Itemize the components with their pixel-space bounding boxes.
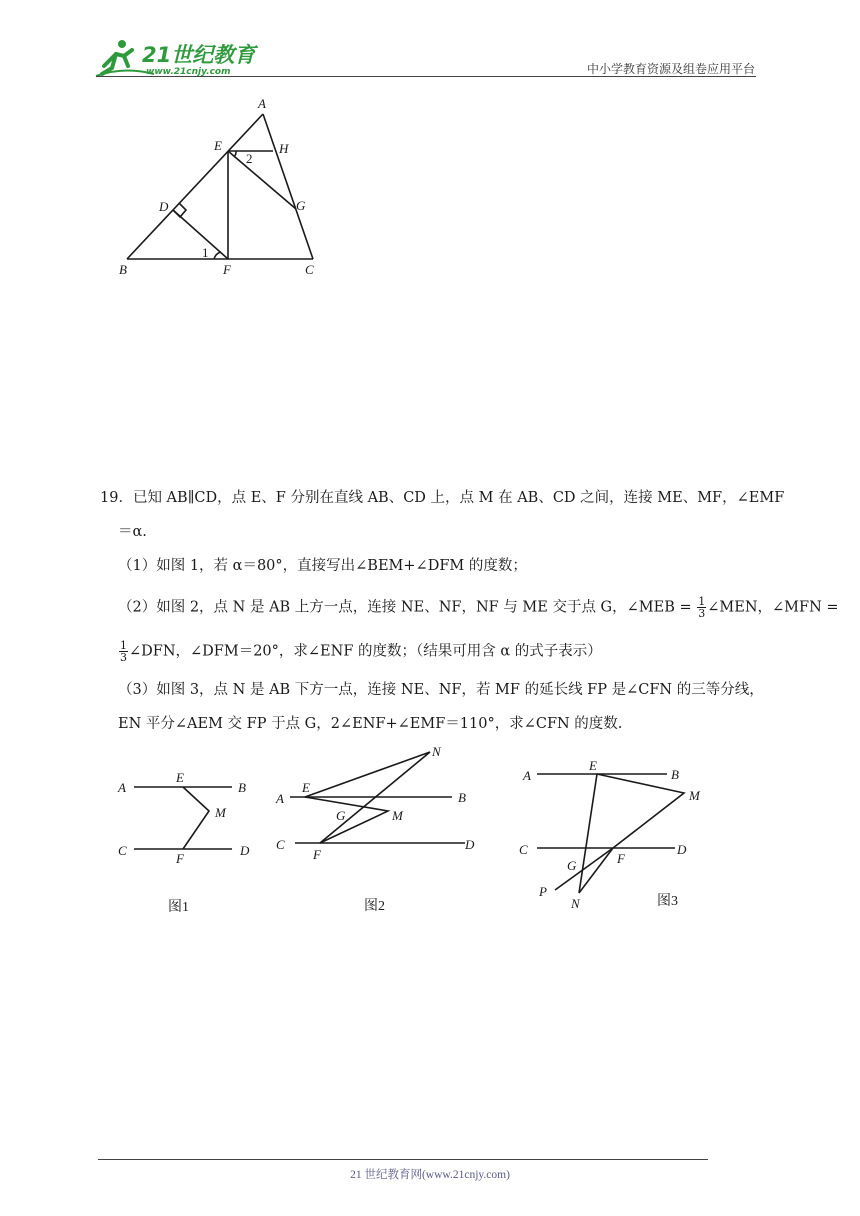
figure-3 bbox=[515, 755, 715, 915]
fraction bbox=[119, 640, 128, 663]
point-label: B bbox=[119, 262, 127, 277]
figure-caption: 图2 bbox=[364, 899, 385, 914]
point-label: D bbox=[677, 842, 687, 857]
point-label: E bbox=[214, 138, 222, 153]
point-label: D bbox=[240, 843, 250, 858]
logo-url: www.21cnjy.com bbox=[146, 67, 231, 77]
point-label: A bbox=[523, 768, 531, 783]
fraction-denominator: 3 bbox=[120, 651, 127, 664]
angle-label: 1 bbox=[202, 245, 209, 260]
point-label: E bbox=[302, 780, 310, 795]
point-label: M bbox=[215, 805, 226, 820]
point-label: B bbox=[671, 767, 679, 782]
question-part-3-line-1: （3）如图 3，点 N 是 AB 下方一点，连接 NE、NF，若 MF 的延长线 FP 是∠CFN 的三等分线， bbox=[118, 682, 764, 698]
point-label: F bbox=[617, 851, 625, 866]
point-label: A bbox=[258, 96, 266, 111]
figure-1 bbox=[110, 765, 270, 925]
point-label: B bbox=[458, 790, 466, 805]
point-label: C bbox=[519, 842, 528, 857]
angle-label: 2 bbox=[246, 151, 253, 166]
question-part-1: （1）如图 1，若 α＝80°，直接写出∠BEM+∠DFM 的度数； bbox=[118, 558, 527, 574]
question-part-2-line-2 bbox=[118, 640, 602, 663]
part2-text-b: ∠MEN，∠MFN = bbox=[707, 599, 839, 616]
fraction-numerator: 1 bbox=[698, 595, 706, 608]
header-divider bbox=[96, 76, 756, 77]
part2-text-a: （2）如图 2，点 N 是 AB 上方一点，连接 NE、NF，NF 与 ME 交于点 G，∠MEB = bbox=[118, 599, 692, 616]
fraction-numerator: 1 bbox=[120, 639, 127, 652]
point-label: M bbox=[392, 808, 403, 823]
point-label: P bbox=[539, 884, 547, 899]
point-label: E bbox=[176, 770, 184, 785]
point-label: D bbox=[159, 199, 169, 214]
point-label: E bbox=[589, 758, 597, 773]
question-part-2-line-1 bbox=[118, 596, 839, 619]
figure-2 bbox=[270, 742, 485, 922]
figure-caption: 图1 bbox=[168, 900, 189, 915]
platform-name: 中小学教育资源及组卷应用平台 bbox=[586, 62, 755, 76]
point-label: A bbox=[118, 780, 126, 795]
figure-caption: 图3 bbox=[657, 894, 678, 909]
question-number: 19． bbox=[100, 490, 133, 506]
point-label: H bbox=[279, 141, 289, 156]
triangle-figure bbox=[110, 92, 340, 282]
point-label: C bbox=[276, 837, 285, 852]
point-label: C bbox=[118, 843, 127, 858]
logo-text: 21世纪教育 bbox=[142, 43, 256, 67]
part2-text-c: ∠DFN，∠DFM＝20°，求∠ENF 的度数；（结果可用含 α 的式子表示） bbox=[129, 643, 602, 660]
point-label: G bbox=[567, 858, 577, 873]
question-part-3-line-2: EN 平分∠AEM 交 FP 于点 G，2∠ENF+∠EMF＝110°，求∠CFN 的度数. bbox=[118, 716, 623, 732]
question-line-1 bbox=[100, 488, 784, 508]
point-label: N bbox=[432, 744, 441, 759]
point-label: F bbox=[223, 262, 231, 277]
point-label: F bbox=[176, 851, 184, 866]
point-label: F bbox=[313, 847, 321, 862]
point-label: G bbox=[336, 808, 346, 823]
question-line-2: ＝α. bbox=[118, 524, 147, 540]
footer-divider bbox=[98, 1159, 708, 1160]
footer-text[interactable]: 21 世纪教育网(www.21cnjy.com) bbox=[350, 1169, 510, 1181]
point-label: B bbox=[238, 780, 246, 795]
fraction-denominator: 3 bbox=[698, 607, 706, 620]
point-label: D bbox=[465, 837, 475, 852]
point-label: N bbox=[571, 896, 580, 911]
fraction bbox=[697, 596, 706, 619]
point-label: M bbox=[689, 788, 700, 803]
point-label: G bbox=[296, 198, 306, 213]
point-label: C bbox=[305, 262, 314, 277]
site-logo bbox=[94, 36, 264, 80]
question-stem: 已知 AB∥CD，点 E、F 分别在直线 AB、CD 上，点 M 在 AB、CD 之间，连接 ME、MF，∠EMF bbox=[132, 490, 785, 506]
point-label: A bbox=[276, 791, 284, 806]
